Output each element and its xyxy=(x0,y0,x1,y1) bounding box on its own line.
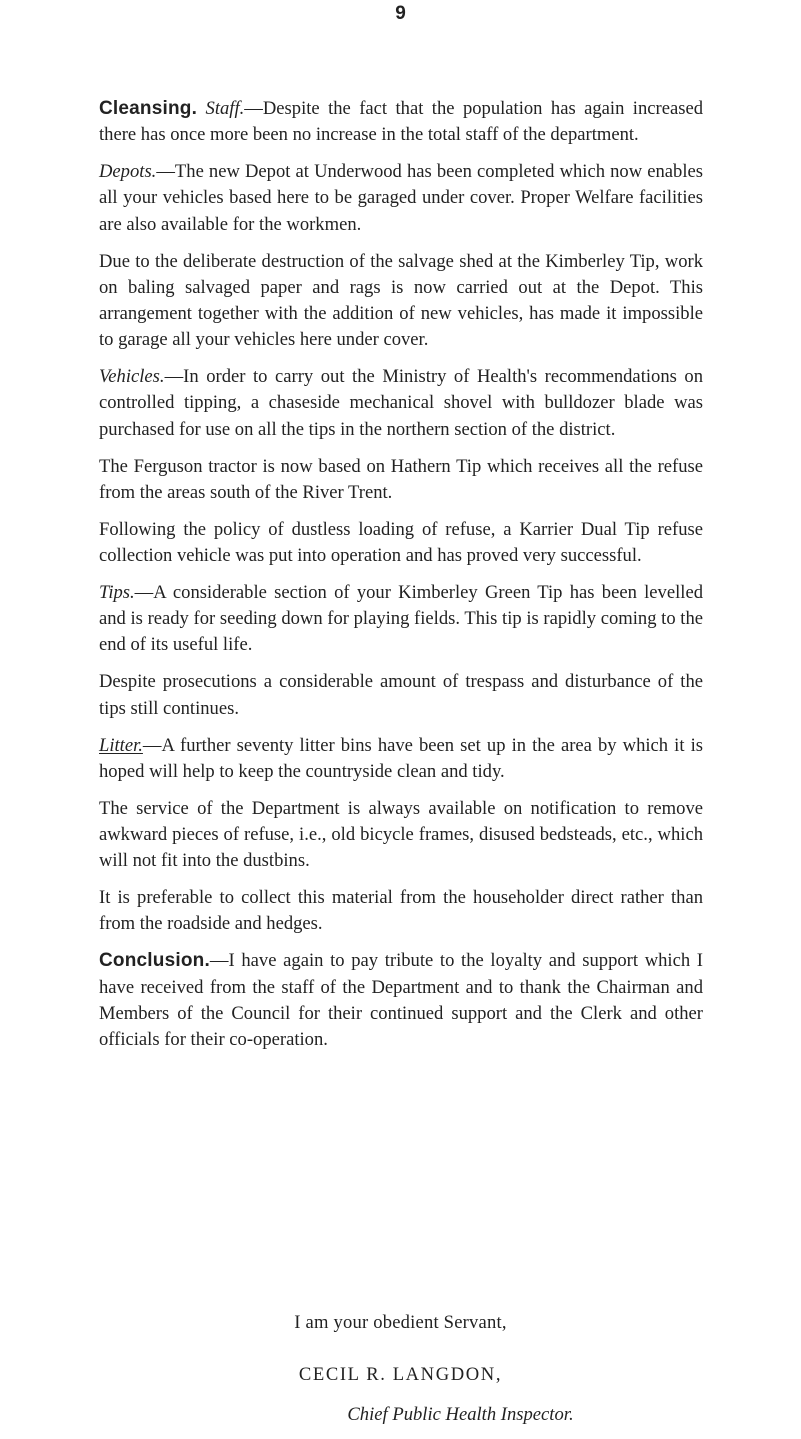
prosecutions-paragraph: Despite prosecutions a considerable amount of trespass and disturbance of the tips still continues. xyxy=(99,671,703,719)
vehicles-text: —In order to carry out the Ministry of Health's recommendations on controlled tipping, a chaseside mechanical shovel with bulldozer blade was purchased for use on all the tips in the northern section of the district. xyxy=(99,366,703,440)
staff-label: Staff. xyxy=(205,98,245,119)
signature-title: Chief Public Health Inspector. xyxy=(347,1404,574,1425)
litter-paragraph xyxy=(99,733,703,785)
closing-salutation: I am your obedient Servant, xyxy=(294,1312,507,1333)
depots-label: Depots. xyxy=(99,161,157,183)
tips-text: —A considerable section of your Kimberley Green Tip has been levelled and is ready for seeding down for playing fields. This tip is rapidly coming to the end of its useful life. xyxy=(99,582,703,656)
depots-text: —The new Depot at Underwood has been completed which now enables all your vehicles based here to be garaged under cover. Proper Welfare facilities are also available for the workmen. xyxy=(99,161,703,235)
staff-text: —Despite the fact that the population has again increased there has once more been no increase in the total staff of the department. xyxy=(99,98,703,146)
conclusion-paragraph xyxy=(99,948,703,1053)
karrier-paragraph: Following the policy of dustless loading of refuse, a Karrier Dual Tip refuse collection vehicle was put into operation and has proved very successful. xyxy=(99,518,703,567)
vehicles-paragraph xyxy=(99,364,703,443)
tips-paragraph xyxy=(99,580,703,659)
ferguson-paragraph: The Ferguson tractor is now based on Hathern Tip which receives all the refuse from the areas south of the River Trent. xyxy=(99,455,703,503)
conclusion-heading: Conclusion. xyxy=(99,950,210,972)
preferable-paragraph: It is preferable to collect this material from the householder direct rather than from the roadside and hedges. xyxy=(99,887,703,935)
report-body xyxy=(99,96,703,1064)
litter-label: Litter. xyxy=(99,734,143,756)
conclusion-text: —I have again to pay tribute to the loyalty and support which I have received from the staff of the Department and to thank the Chairman and Members of the Council for their continued support and the Clerk and other officials for their co-operation. xyxy=(99,950,703,1051)
litter-text: —A further seventy litter bins have been set up in the area by which it is hoped will help to keep the countryside clean and tidy. xyxy=(99,734,703,782)
cleansing-heading: Cleansing. xyxy=(99,98,198,119)
page-number: 9 xyxy=(395,3,406,24)
depots-paragraph xyxy=(99,159,703,238)
service-paragraph: The service of the Department is always available on notification to remove awkward pieces of refuse, i.e., old bicycle frames, disused bedsteads, etc., which will not fit into the dustbins. xyxy=(99,797,703,872)
tips-label: Tips. xyxy=(99,582,135,604)
signature-name: CECIL R. LANGDON, xyxy=(298,1364,503,1385)
salvage-paragraph: Due to the deliberate destruction of the salvage shed at the Kimberley Tip, work on baling salvaged paper and rags is now carried out at the Depot. This arrangement together with the addition of new vehicles, has made it impossible to garage all your vehicles here under cover. xyxy=(99,250,703,351)
vehicles-label: Vehicles. xyxy=(99,366,165,388)
staff-paragraph xyxy=(99,96,703,148)
